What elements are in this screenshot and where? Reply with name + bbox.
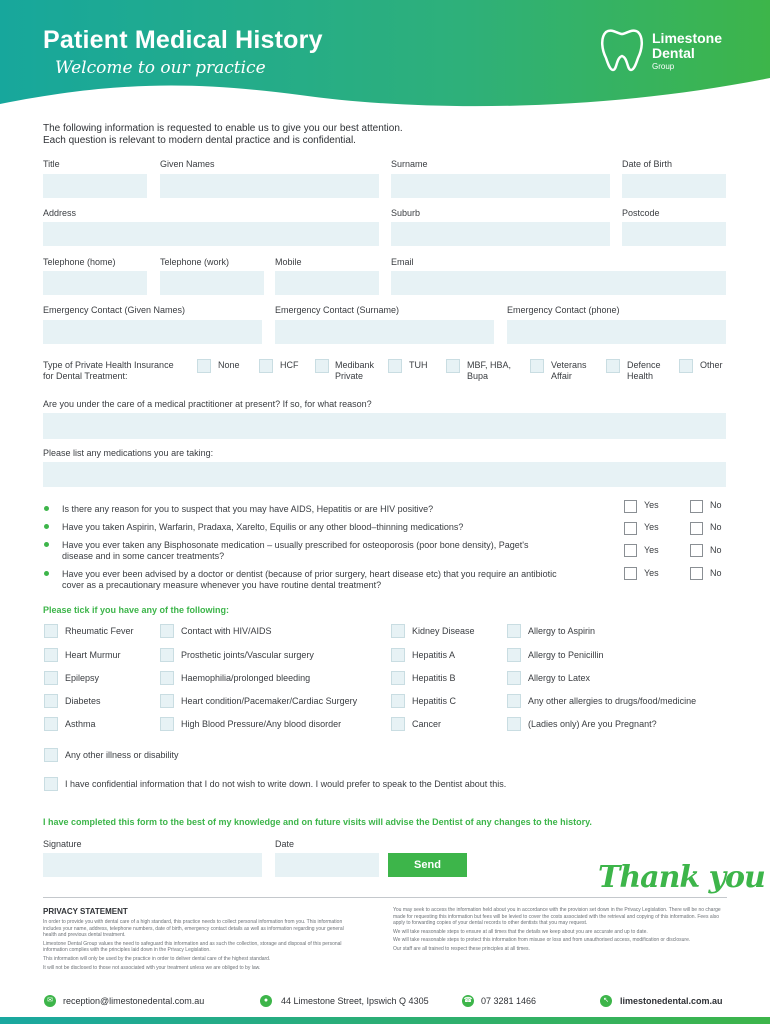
insurance-tuh-checkbox[interactable]: [388, 359, 402, 373]
signature-label: Signature: [43, 839, 82, 849]
q4-yes-checkbox[interactable]: [624, 567, 637, 580]
tel-home-field[interactable]: [43, 271, 147, 295]
insurance-label: [43, 360, 174, 382]
condition-label: Asthma: [65, 719, 96, 729]
condition-label: Hepatitis C: [412, 696, 457, 706]
privacy-right-para: Our staff are all trained to respect these principles at all times.: [393, 945, 530, 952]
confidential-checkbox[interactable]: [44, 777, 58, 791]
condition-checkbox[interactable]: [391, 717, 405, 731]
bullet-icon: [44, 571, 49, 576]
title-label: Title: [43, 159, 60, 169]
condition-label: Diabetes: [65, 696, 101, 706]
insurance-label-line-2: for Dental Treatment:: [43, 371, 128, 381]
privacy-left: [43, 919, 358, 971]
address-field[interactable]: [43, 222, 379, 246]
bullet-icon: [44, 524, 49, 529]
q3-yes-checkbox[interactable]: [624, 544, 637, 557]
insurance-hcf-checkbox[interactable]: [259, 359, 273, 373]
divider: [43, 897, 727, 898]
condition-label: Rheumatic Fever: [65, 626, 134, 636]
suburb-field[interactable]: [391, 222, 610, 246]
privacy-right: [393, 907, 723, 953]
intro-line-2: Each question is relevant to modern dental practice and is confidential.: [43, 135, 356, 146]
insurance-none-label: None: [218, 360, 240, 370]
privacy-left-para: It will not be disclosed to those not associated with your treatment unless we are obliged to by law.: [43, 964, 261, 971]
question-3-line-1: Have you ever taken any Bisphosonate medication – usually prescribed for osteoporosis (poor bone density), Paget's: [62, 540, 529, 550]
insurance-mbf-line-1: MBF, HBA,: [467, 360, 512, 370]
suburb-label: Suburb: [391, 208, 421, 218]
question-1-line-1: Is there any reason for you to suspect that you may have AIDS, Hepatitis or are HIV positive?: [62, 504, 434, 514]
conditions-heading: Please tick if you have any of the following:: [43, 605, 230, 615]
medications-field[interactable]: [43, 462, 726, 487]
insurance-other-label: Other: [700, 360, 723, 370]
condition-checkbox[interactable]: [160, 694, 174, 708]
question-3-line-2: disease and in some cancer treatments?: [62, 551, 225, 561]
question-4: [62, 569, 557, 591]
bullet-icon: [44, 506, 49, 511]
q4-no-label: No: [710, 568, 722, 578]
question-4-line-2: cover as a precautionary measure whenever you have routine dental treatment?: [62, 580, 382, 590]
tooth-logo-icon: [598, 28, 646, 72]
condition-checkbox[interactable]: [391, 624, 405, 638]
condition-label: High Blood Pressure/Any blood disorder: [181, 719, 342, 729]
bullet-icon: [44, 542, 49, 547]
insurance-defence-line-2: Health: [627, 371, 654, 381]
condition-label: Prosthetic joints/Vascular surgery: [181, 650, 314, 660]
footer-address: 44 Limestone Street, Ipswich Q 4305: [281, 996, 429, 1006]
footer-website[interactable]: limestonedental.com.au: [620, 996, 723, 1006]
declaration-text: I have completed this form to the best of my knowledge and on future visits will advise the Dentist of any changes to the history.: [43, 817, 592, 827]
practitioner-question: Are you under the care of a medical practitioner at present? If so, for what reason?: [43, 399, 372, 409]
condition-checkbox[interactable]: [391, 671, 405, 685]
ec-given-label: Emergency Contact (Given Names): [43, 305, 186, 315]
page-title: Patient Medical History: [43, 26, 323, 54]
ec-phone-field[interactable]: [507, 320, 726, 344]
intro-line-1: The following information is requested to enable us to give you our best attention.: [43, 123, 403, 134]
tel-home-label: Telephone (home): [43, 257, 116, 267]
condition-checkbox[interactable]: [507, 648, 521, 662]
logo-text-group: Group: [652, 62, 675, 71]
insurance-mbf-label: [467, 360, 511, 382]
privacy-heading: PRIVACY STATEMENT: [43, 907, 128, 916]
condition-checkbox[interactable]: [44, 694, 58, 708]
mobile-field[interactable]: [275, 271, 379, 295]
condition-checkbox[interactable]: [507, 694, 521, 708]
insurance-veterans-line-2: Affair: [551, 371, 572, 381]
phone-icon: ☎: [462, 995, 474, 1007]
insurance-tuh-label: TUH: [409, 360, 428, 370]
intro-text: [43, 123, 403, 147]
condition-label: Contact with HIV/AIDS: [181, 626, 272, 636]
medications-question: Please list any medications you are taking:: [43, 448, 214, 458]
q2-no-label: No: [710, 522, 722, 532]
condition-checkbox[interactable]: [44, 671, 58, 685]
condition-checkbox[interactable]: [160, 624, 174, 638]
header-banner: [0, 0, 770, 112]
question-3: [62, 540, 528, 562]
mobile-label: Mobile: [275, 257, 302, 267]
email-field[interactable]: [391, 271, 726, 295]
condition-label: Hepatitis A: [412, 650, 456, 660]
confidential-label: I have confidential information that I do not wish to write down. I would prefer to speak to the Dentist about this.: [65, 779, 507, 789]
condition-checkbox[interactable]: [507, 624, 521, 638]
condition-label: Kidney Disease: [412, 626, 475, 636]
q3-no-label: No: [710, 545, 722, 555]
postcode-field[interactable]: [622, 222, 726, 246]
condition-checkbox[interactable]: [160, 717, 174, 731]
cursor-icon: ↖: [600, 995, 612, 1007]
date-label: Date: [275, 839, 295, 849]
send-button[interactable]: Send: [388, 853, 467, 877]
insurance-mbf-checkbox[interactable]: [446, 359, 460, 373]
condition-checkbox[interactable]: [160, 648, 174, 662]
condition-checkbox[interactable]: [44, 624, 58, 638]
q1-no-label: No: [710, 500, 722, 510]
given-names-label: Given Names: [160, 159, 215, 169]
insurance-medibank-label: [335, 360, 374, 382]
q2-yes-checkbox[interactable]: [624, 522, 637, 535]
dob-label: Date of Birth: [622, 159, 673, 169]
q4-yes-label: Yes: [644, 568, 659, 578]
condition-checkbox[interactable]: [391, 694, 405, 708]
title-field[interactable]: [43, 174, 147, 198]
given-names-field[interactable]: [160, 174, 379, 198]
insurance-medibank-checkbox[interactable]: [315, 359, 329, 373]
condition-label: Heart condition/Pacemaker/Cardiac Surgery: [181, 696, 358, 706]
q2-yes-label: Yes: [644, 522, 659, 532]
condition-label: Allergy to Latex: [528, 673, 591, 683]
insurance-veterans-label: [551, 360, 587, 382]
condition-checkbox[interactable]: [160, 671, 174, 685]
page-subtitle: Welcome to our practice: [55, 58, 266, 78]
insurance-veterans-checkbox[interactable]: [530, 359, 544, 373]
question-2-line-1: Have you taken Aspirin, Warfarin, Pradaxa, Xarelto, Equilis or any other blood–thinning medications?: [62, 522, 464, 532]
condition-label: Haemophilia/prolonged bleeding: [181, 673, 311, 683]
condition-checkbox[interactable]: [391, 648, 405, 662]
q3-no-checkbox[interactable]: [690, 544, 703, 557]
question-1: [62, 504, 433, 515]
insurance-label-line-1: Type of Private Health Insurance: [43, 360, 174, 370]
footer-email[interactable]: reception@limestonedental.com.au: [63, 996, 205, 1006]
condition-checkbox[interactable]: [507, 717, 521, 731]
thank-you-text: Thank you: [598, 860, 765, 895]
q2-no-checkbox[interactable]: [690, 522, 703, 535]
q1-no-checkbox[interactable]: [690, 500, 703, 513]
condition-label: Heart Murmur: [65, 650, 121, 660]
logo-text-dental: Dental: [652, 45, 695, 61]
q4-no-checkbox[interactable]: [690, 567, 703, 580]
insurance-other-checkbox[interactable]: [679, 359, 693, 373]
question-4-line-1: Have you ever been advised by a doctor or dentist (because of prior surgery, heart disease etc) that you require an antibiotic: [62, 569, 557, 579]
ec-given-field[interactable]: [43, 320, 262, 344]
footer-phone[interactable]: 07 3281 1466: [481, 996, 537, 1006]
q1-yes-label: Yes: [644, 500, 659, 510]
insurance-veterans-line-1: Veterans: [551, 360, 587, 370]
practitioner-field[interactable]: [43, 413, 726, 439]
tel-work-field[interactable]: [160, 271, 264, 295]
condition-label: Allergy to Penicillin: [528, 650, 604, 660]
ec-surname-label: Emergency Contact (Surname): [275, 305, 400, 315]
address-label: Address: [43, 208, 77, 218]
ec-surname-field[interactable]: [275, 320, 494, 344]
condition-label: Any other allergies to drugs/food/medicine: [528, 696, 697, 706]
privacy-left-para: In order to provide you with dental care of a high standard, this practice needs to collect personal information from you. This information includes your name, address, telephone numbers, date of birth, emergency contact details as well as information regarding your general health and previous dental treatment.: [43, 919, 344, 939]
privacy-right-para: We will take reasonable steps to ensure at all times that the details we keep about you are accurate and up to date.: [393, 928, 648, 935]
privacy-left-para: This information will only be used by the practice in order to deliver dental care of the highest standard.: [43, 955, 271, 962]
condition-label: Cancer: [412, 719, 442, 729]
surname-field[interactable]: [391, 174, 610, 198]
dob-field[interactable]: [622, 174, 726, 198]
condition-label: Hepatitis B: [412, 673, 456, 683]
condition-label: Allergy to Aspirin: [528, 626, 596, 636]
other-illness-label: Any other illness or disability: [65, 750, 179, 760]
ec-phone-label: Emergency Contact (phone): [507, 305, 620, 315]
condition-checkbox[interactable]: [44, 648, 58, 662]
date-field[interactable]: [275, 853, 379, 877]
insurance-defence-checkbox[interactable]: [606, 359, 620, 373]
condition-label: Epilepsy: [65, 673, 100, 683]
condition-checkbox[interactable]: [44, 717, 58, 731]
location-pin-icon: ●: [260, 995, 272, 1007]
insurance-hcf-label: HCF: [280, 360, 299, 370]
insurance-medibank-line-2: Private: [335, 371, 364, 381]
surname-label: Surname: [391, 159, 428, 169]
insurance-defence-label: [627, 360, 661, 382]
privacy-right-para: We will take reasonable steps to protect this information from misuse or loss and from unauthorised access, modification or disclosure.: [393, 937, 691, 944]
email-icon: ✉: [44, 995, 56, 1007]
insurance-mbf-line-2: Bupa: [467, 371, 489, 381]
q1-yes-checkbox[interactable]: [624, 500, 637, 513]
email-label: Email: [391, 257, 414, 267]
privacy-left-para: Limestone Dental Group values the need to safeguard this information and as such the collection, storage and disposal of this personal information complies with the principles laid down in the Privacy Legislation.: [43, 940, 342, 954]
q3-yes-label: Yes: [644, 545, 659, 555]
insurance-medibank-line-1: Medibank: [335, 360, 375, 370]
insurance-defence-line-1: Defence: [627, 360, 661, 370]
privacy-right-para: You may seek to access the information held about you in accordance with the provision set down in the Privacy Legislation. There will be no charge made for requesting this information but fees will be levied to cover the costs associated with the retrieval and copying of this information. Fees also apply to forwarding copies of your dental records to other dentists that you may request.: [393, 907, 721, 927]
other-illness-checkbox[interactable]: [44, 748, 58, 762]
postcode-label: Postcode: [622, 208, 660, 218]
signature-field[interactable]: [43, 853, 262, 877]
question-2: [62, 522, 463, 533]
insurance-none-checkbox[interactable]: [197, 359, 211, 373]
condition-label: (Ladies only) Are you Pregnant?: [528, 719, 657, 729]
logo-text-limestone: Limestone: [652, 30, 723, 46]
tel-work-label: Telephone (work): [160, 257, 230, 267]
footer-strip: [0, 1017, 770, 1024]
condition-checkbox[interactable]: [507, 671, 521, 685]
